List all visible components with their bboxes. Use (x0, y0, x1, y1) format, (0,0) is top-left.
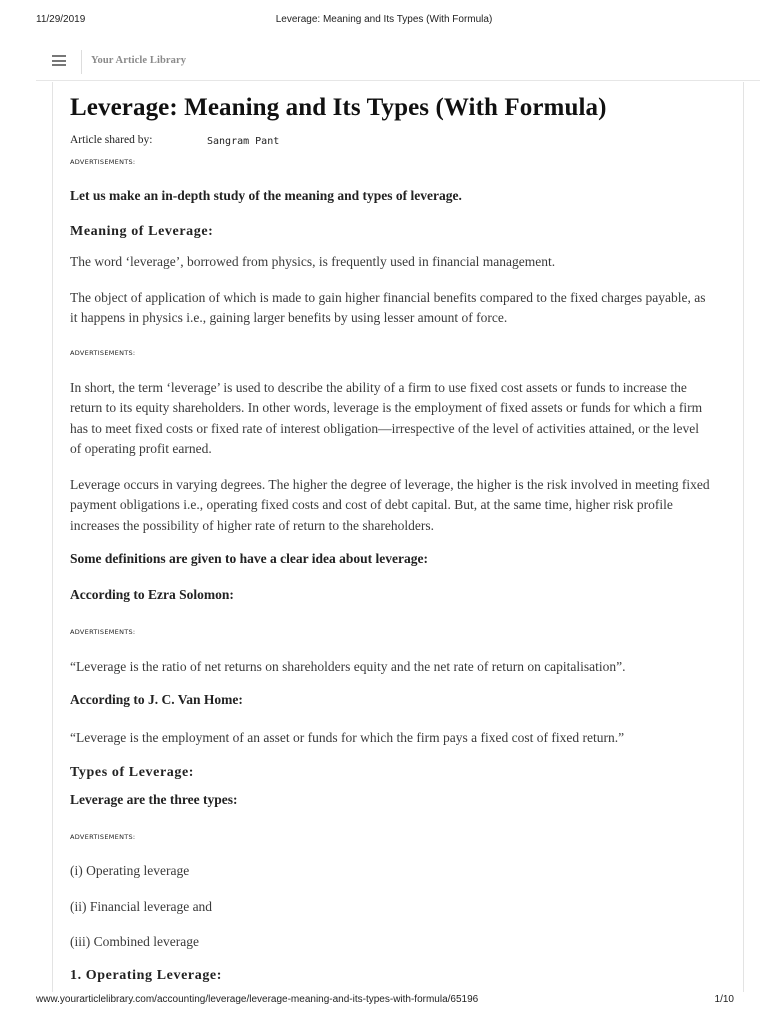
paragraph: Leverage occurs in varying degrees. The higher the degree of leverage, the higher is the risk involved in meeting fixed payment obligations i.e., operating fixed costs and cost of debt capital. But, at the same time, higher risk profile increases the possibility of higher rate of return to the shareholders. (70, 477, 710, 533)
list-item: (i) Operating leverage (70, 863, 190, 878)
print-url: www.yourarticlelibrary.com/accounting/leverage/leverage-meaning-and-its-types-with-formula/65196 (36, 994, 479, 1005)
print-header (0, 14, 768, 32)
hamburger-menu-icon[interactable] (52, 55, 66, 66)
article-container (52, 82, 744, 992)
site-navbar (36, 42, 760, 81)
heading-meaning: Meaning of Leverage: (70, 224, 214, 239)
list-item: (ii) Financial leverage and (70, 899, 213, 914)
print-date: 11/29/2019 (36, 14, 86, 25)
heading-operating-leverage: 1. Operating Leverage: (70, 968, 222, 983)
intro-paragraph: Let us make an in-depth study of the meaning and types of leverage. (70, 188, 462, 203)
heading-three-types: Leverage are the three types: (70, 792, 238, 807)
advertisement-label: ADVERTISEMENTS: (70, 158, 136, 166)
advertisement-label: ADVERTISEMENTS: (70, 628, 136, 636)
heading-ezra-solomon: According to Ezra Solomon: (70, 587, 234, 602)
paragraph: The object of application of which is made to gain higher financial benefits compared to the fixed charges payable, as it happens in physics i.e., gaining larger benefits by using lesser amount of force. (70, 290, 706, 326)
quote-solomon: “Leverage is the ratio of net returns on shareholders equity and the net rate of return on capitalisation”. (70, 659, 626, 674)
author-name[interactable]: Sangram Pant (207, 136, 280, 147)
navbar-divider (81, 50, 82, 74)
print-page-title: Leverage: Meaning and Its Types (With Formula) (275, 14, 493, 25)
advertisement-label: ADVERTISEMENTS: (70, 349, 136, 357)
print-page-number: 1/10 (714, 994, 734, 1005)
print-footer (0, 994, 768, 1008)
advertisement-label: ADVERTISEMENTS: (70, 833, 136, 841)
heading-definitions: Some definitions are given to have a clear idea about leverage: (70, 551, 428, 566)
site-logo-link[interactable]: Your Article Library (91, 55, 187, 66)
paragraph: The word ‘leverage’, borrowed from physics, is frequently used in financial management. (70, 254, 556, 269)
quote-van-home: “Leverage is the employment of an asset or funds for which the firm pays a fixed cost of fixed return.” (70, 730, 625, 745)
list-item: (iii) Combined leverage (70, 934, 199, 949)
heading-types: Types of Leverage: (70, 765, 195, 780)
article-title: Leverage: Meaning and Its Types (With Formula) (70, 94, 607, 121)
paragraph: In short, the term ‘leverage’ is used to describe the ability of a firm to use fixed cost assets or funds to increase the return to its equity shareholders. In other words, leverage is the employment of fixed assets or funds for which a firm has to meet fixed costs or fixed rate of interest obligation—irrespective of the level of activities attained, or the level of operating profit earned. (70, 380, 703, 456)
shared-by-label: Article shared by: (70, 134, 153, 146)
heading-van-home: According to J. C. Van Home: (70, 692, 243, 707)
